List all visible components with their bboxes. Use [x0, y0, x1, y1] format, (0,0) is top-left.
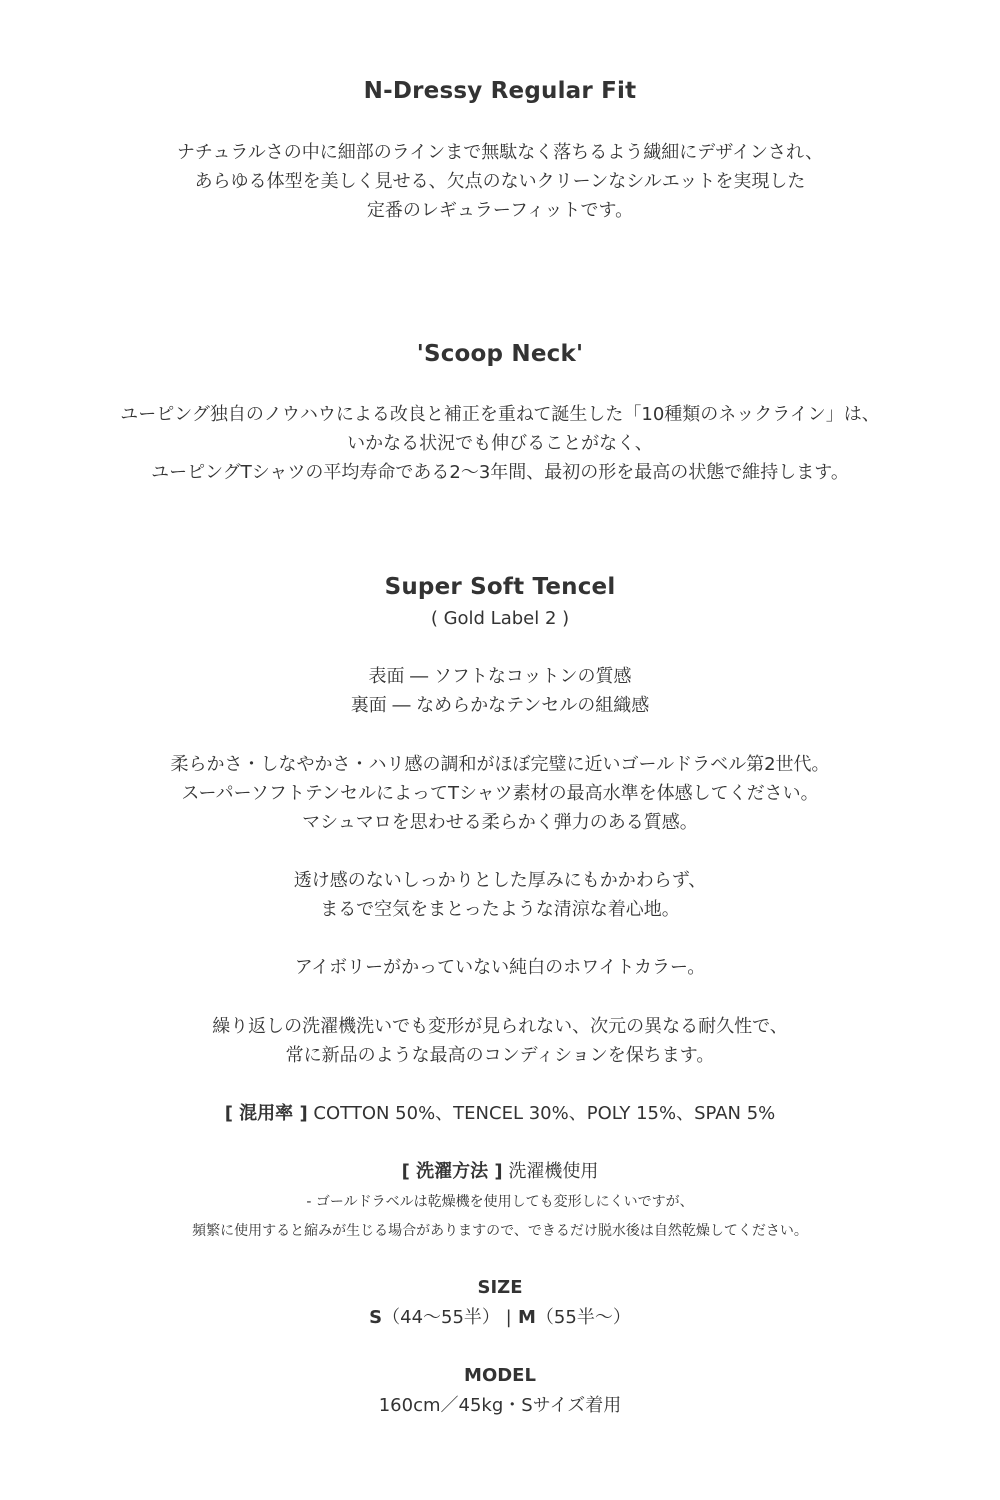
size-separator: |: [505, 1307, 512, 1328]
care-note-line-1: - ゴールドラベルは乾燥機を使用しても変形しにくいですが、: [306, 1194, 694, 1210]
tencel-p1-line-3: マシュマロを思わせる柔らかく弾力のある質感。: [302, 812, 698, 833]
model-heading: MODEL: [464, 1365, 536, 1386]
blend-ratio-label: [ 混用率 ]: [224, 1103, 308, 1124]
texture-description: [0, 662, 1000, 720]
size-values: [0, 1303, 1000, 1332]
size-m-label: M: [511, 1307, 536, 1328]
care-note-line-2: 頻繁に使用すると縮みが生じる場合がありますので、できるだけ脱水後は自然乾燥してください。: [192, 1223, 808, 1239]
tencel-subtitle: ( Gold Label 2 ): [430, 608, 570, 629]
scoop-neck-description: [0, 400, 1000, 487]
blend-ratio-value: COTTON 50%、TENCEL 30%、POLY 15%、SPAN 5%: [307, 1103, 776, 1124]
tencel-p4-line-2: 常に新品のような最高のコンディションを保ちます。: [285, 1045, 715, 1066]
size-heading: SIZE: [477, 1277, 523, 1298]
tencel-paragraph-2: [0, 866, 1000, 924]
texture-line-back: 裏面 ― なめらかなテンセルの組織感: [350, 695, 650, 716]
tencel-paragraph-4: [0, 1012, 1000, 1070]
tencel-paragraph-3: [0, 953, 1000, 982]
scoop-neck-line-2: いかなる状況でも伸びることがなく、: [347, 433, 653, 454]
model-value: 160cm／45kg・Sサイズ着用: [378, 1395, 622, 1416]
tencel-p1-line-1: 柔らかさ・しなやかさ・ハリ感の調和がほぼ完璧に近いゴールドラベル第2世代。: [170, 754, 830, 775]
tencel-p4-line-1: 繰り返しの洗濯機洗いでも変形が見られない、次元の異なる耐久性で、: [212, 1016, 788, 1037]
regular-fit-description: [0, 138, 1000, 225]
size-s-value: （44〜55半）: [382, 1307, 506, 1328]
texture-line-front: 表面 ― ソフトなコットンの質感: [368, 666, 632, 687]
care-method: [0, 1157, 1000, 1186]
section-title-scoop-neck: 'Scoop Neck': [416, 341, 584, 367]
care-method-value: 洗濯機使用: [502, 1161, 599, 1182]
tencel-p3-line-1: アイボリーがかっていない純白のホワイトカラー。: [294, 957, 706, 978]
care-notes: [0, 1188, 1000, 1246]
care-method-label: [ 洗濯方法 ]: [401, 1161, 503, 1182]
scoop-neck-line-3: ユーピングTシャツの平均寿命である2〜3年間、最初の形を最高の状態で維持します。: [151, 462, 849, 483]
tencel-p2-line-1: 透け感のないしっかりとした厚みにもかかわらず、: [293, 870, 707, 891]
regular-fit-line-1: ナチュラルさの中に細部のラインまで無駄なく落ちるよう繊細にデザインされ、: [176, 142, 824, 163]
size-s-label: S: [369, 1307, 383, 1328]
tencel-p2-line-2: まるで空気をまとったような清涼な着心地。: [320, 899, 680, 920]
tencel-paragraph-1: [0, 750, 1000, 837]
blend-ratio: [0, 1099, 1000, 1128]
scoop-neck-line-1: ユーピング独自のノウハウによる改良と補正を重ねて誕生した「10種類のネックライン」は、: [120, 404, 880, 425]
section-title-tencel: Super Soft Tencel: [384, 574, 616, 600]
regular-fit-line-2: あらゆる体型を美しく見せる、欠点のないクリーンなシルエットを実現した: [194, 171, 806, 192]
regular-fit-line-3: 定番のレギュラーフィットです。: [366, 200, 634, 221]
tencel-p1-line-2: スーパーソフトテンセルによってTシャツ素材の最高水準を体感してください。: [181, 783, 819, 804]
section-title-regular-fit: N-Dressy Regular Fit: [363, 78, 637, 104]
size-m-value: （55半〜）: [535, 1307, 631, 1328]
